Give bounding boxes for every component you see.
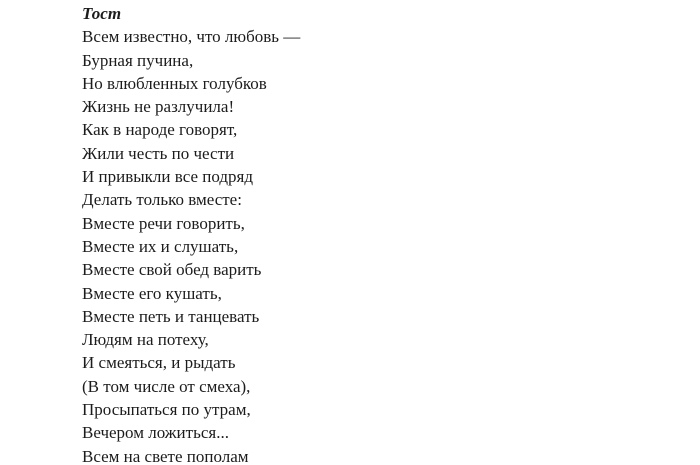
poem-line: Вместе его кушать, <box>82 283 222 303</box>
poem-line: Вместе свой обед варить <box>82 260 262 280</box>
poem-line: Вечером ложиться... <box>82 423 229 443</box>
poem-line: Бурная пучина, <box>82 50 194 70</box>
poem-line: Вместе петь и танцевать <box>82 306 260 326</box>
poem-line: Делать только вместе: <box>82 190 242 210</box>
poem-line: Всем известно, что любовь — <box>82 27 301 47</box>
poem-title: Тост <box>82 4 122 23</box>
poem-line: Просыпаться по утрам, <box>82 400 251 420</box>
poem-line: Как в народе говорят, <box>82 120 238 140</box>
poem-line: И смеяться, и рыдать <box>82 353 236 373</box>
poem-line: Жизнь не разлучила! <box>82 97 235 117</box>
poem-line: (В том числе от смеха), <box>82 376 251 396</box>
poem-body <box>82 25 700 465</box>
poem-line: Жили честь по чести <box>82 143 235 163</box>
poem-line: И привыкли все подряд <box>82 167 253 187</box>
poem-line: Но влюбленных голубков <box>82 73 267 93</box>
poem-line: Всем на свете пополам <box>82 446 249 465</box>
poem-line: Вместе речи говорить, <box>82 213 245 233</box>
poem-line: Вместе их и слушать, <box>82 236 239 256</box>
poem-line: Людям на потеху, <box>82 330 209 350</box>
